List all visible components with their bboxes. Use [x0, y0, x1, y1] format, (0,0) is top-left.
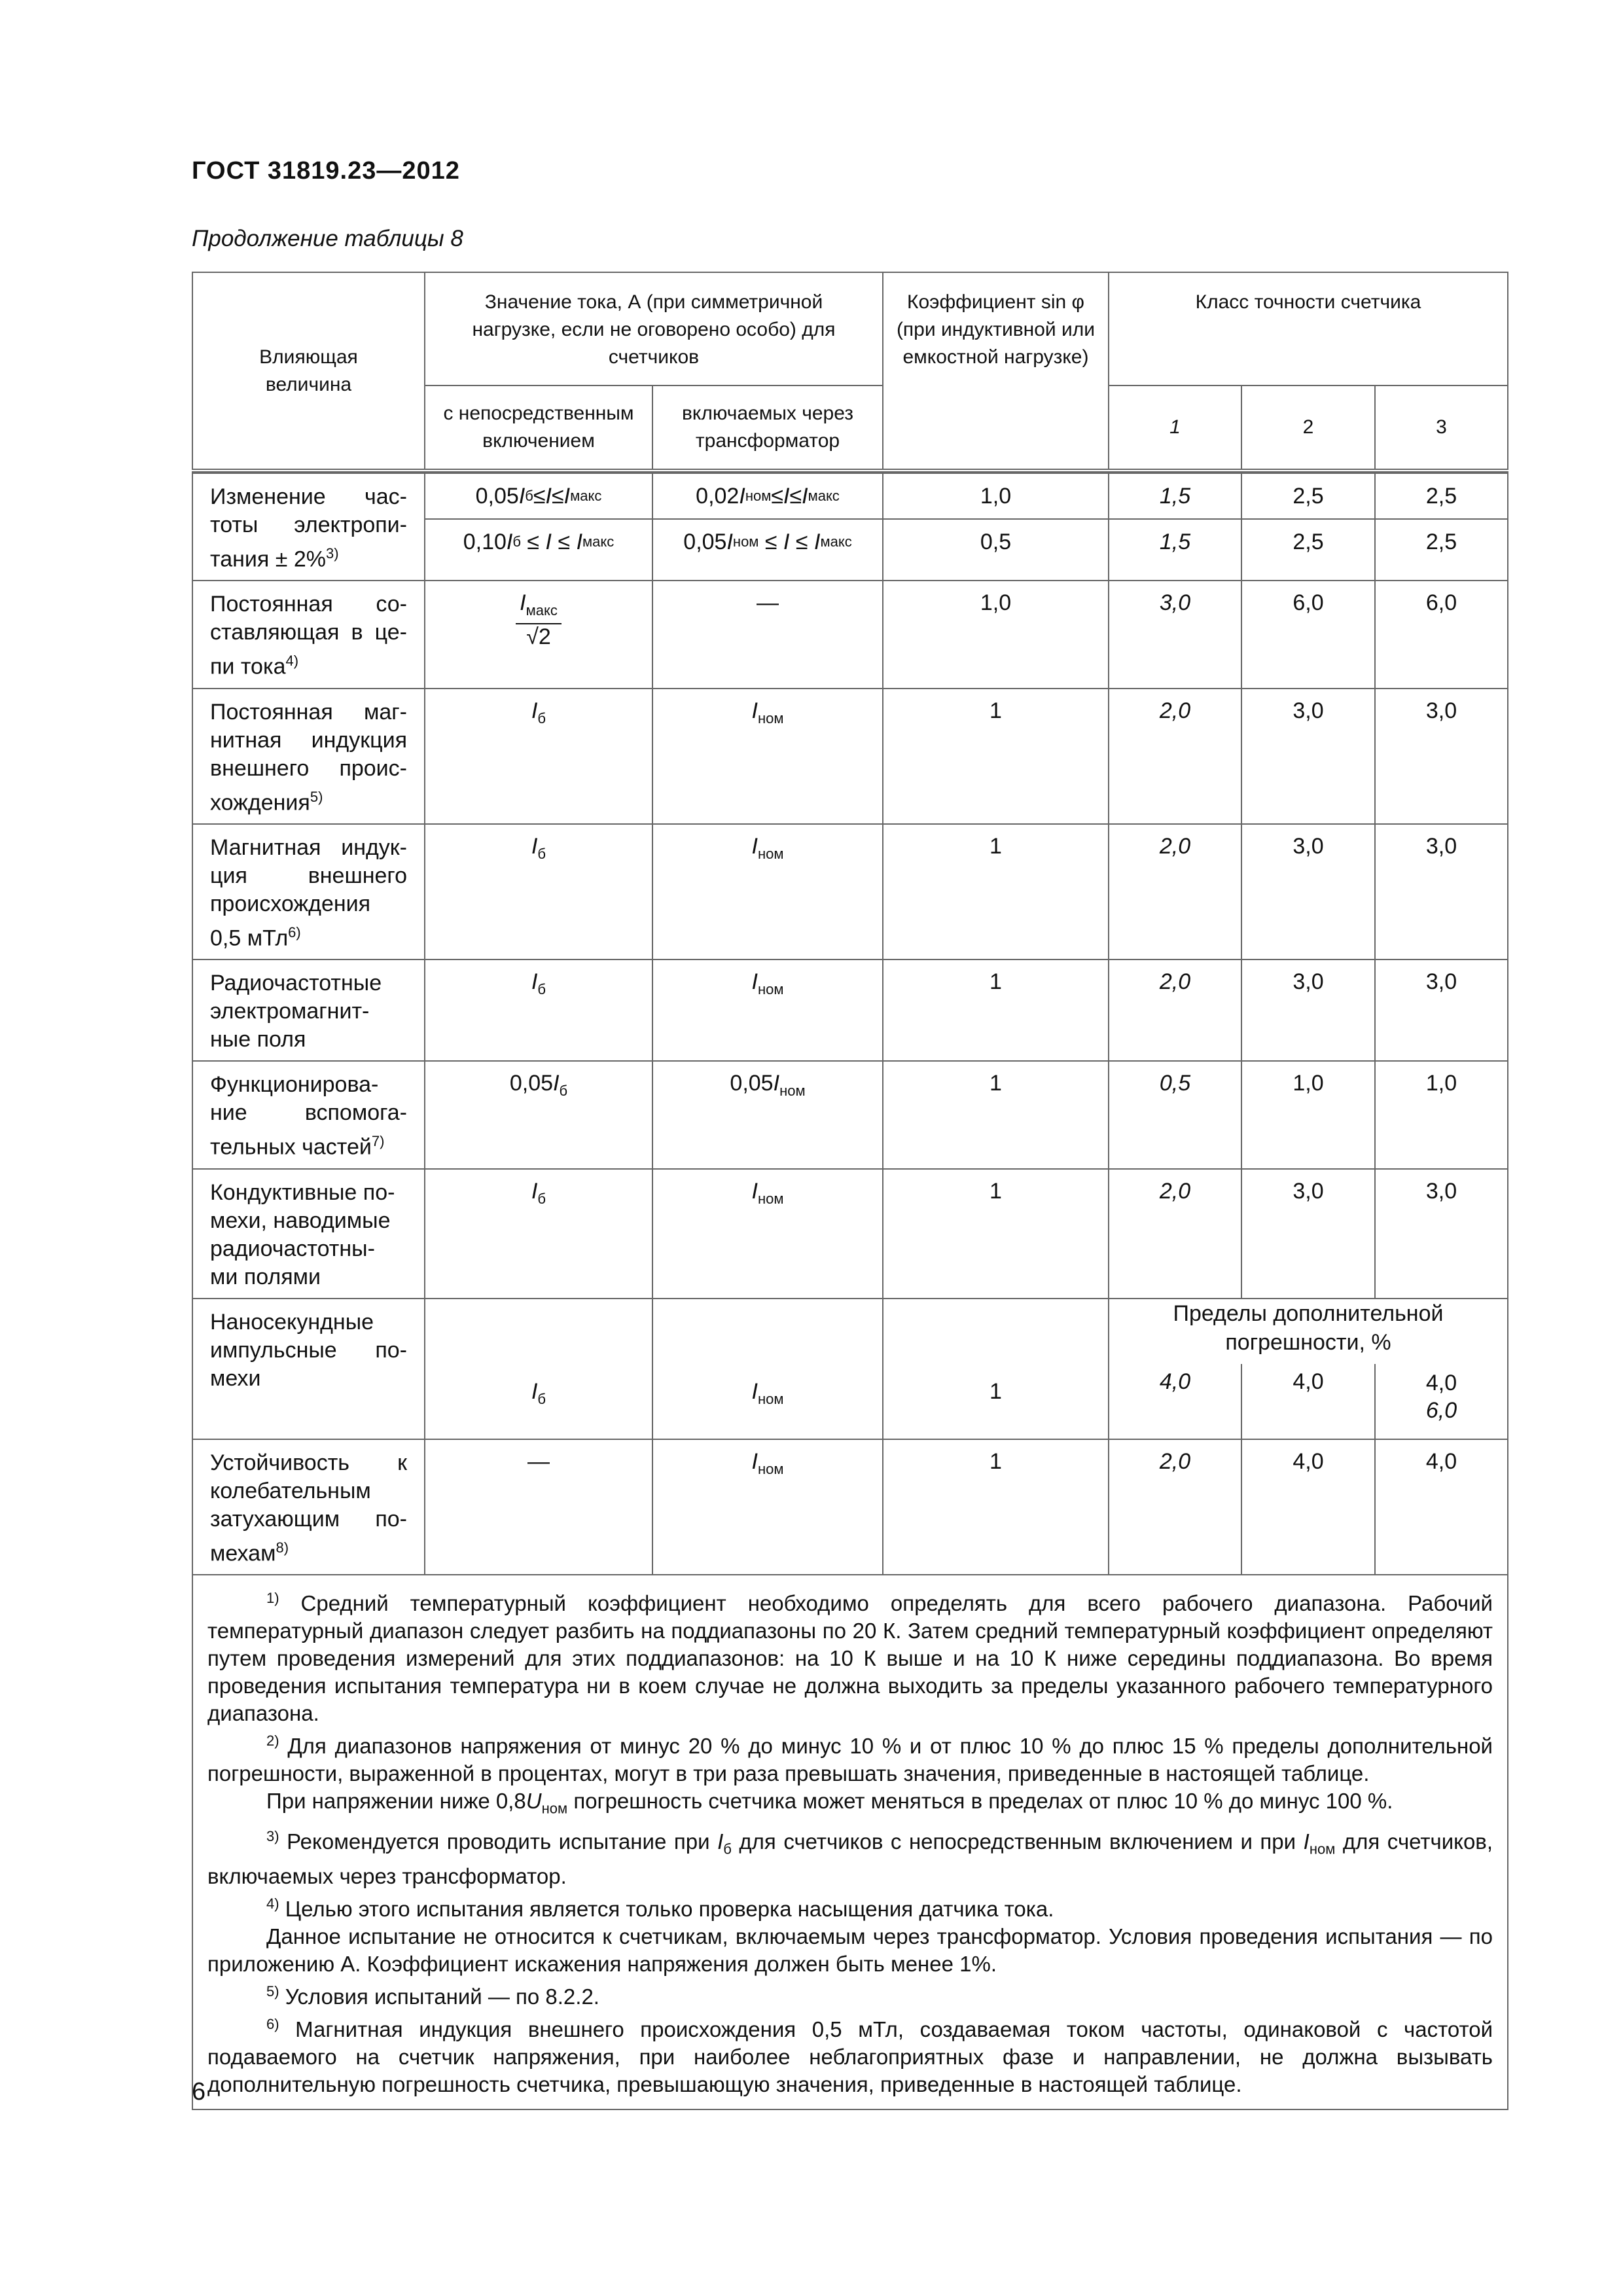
table-row	[192, 473, 1508, 581]
transformer-value: $I_{ном}$	[652, 824, 883, 960]
page-number: 6	[192, 2078, 206, 2106]
transformer-value: 0,02 I ном ≤ I ≤ I макс	[696, 483, 840, 509]
transformer-value: $I_{ном}$	[652, 1439, 883, 1575]
coef-value: 1,0	[980, 483, 1012, 509]
table-row	[192, 581, 1508, 688]
class3-value: 4,0 6,0	[1375, 1364, 1508, 1439]
table-footnotes	[192, 1575, 1508, 2109]
header-transformer: включаемых через трансформатор	[652, 386, 883, 471]
quantity-cell: Изменение час- тоты электропи- тания ± 2%$^{3)}$	[192, 473, 425, 581]
class1-value: 1,5	[1159, 483, 1191, 509]
class1-value: 4,0	[1109, 1364, 1241, 1439]
footnote-1: $^{1)}$ Средний температурный коэффициент необходимо определять для всего рабочего диапазона. Рабочий температурный диапазон следует разбить на поддиапазоны по 20 К. Затем средний температурный коэффициент определяют путем проведения измерений для этих поддиапазонов: на 10 К выше и на 10 К ниже середины поддиапазона. Во время проведения испытания температура ни в коем случае не должна выходить за пределы указанного рабочего температурного диапазона.	[207, 1589, 1493, 1725]
class2-value: 6,0	[1241, 581, 1375, 688]
error-limits-label: Пределы дополнительной погрешности, %	[1109, 1299, 1508, 1364]
header-class-3: 3	[1375, 386, 1508, 471]
class2-value: 2,5	[1242, 518, 1374, 564]
transformer-value: 0,05 I ном ≤ I ≤ I макс	[653, 518, 882, 564]
direct-value: $\frac{I_{макс}}{√2}$	[425, 581, 652, 688]
coef-value: 1	[883, 1061, 1109, 1168]
quantity-cell: Магнитная индук- ция внешнего происхождения 0,5 мТл$^{6)}$	[192, 824, 425, 960]
footnote-2b: При напряжении ниже $0,8U_{ном}$ погрешность счетчика может меняться в пределах от плюс 10 % до минус 100 %.	[266, 1788, 1393, 1817]
class3-value: 3,0	[1375, 960, 1508, 1061]
table-row	[192, 689, 1508, 824]
direct-value: $I_б$	[425, 1299, 652, 1439]
coef-value: 1	[883, 1439, 1109, 1575]
direct-value: 0,10 I б ≤ I ≤ I макс	[425, 518, 652, 564]
transformer-value: $I_{ном}$	[652, 1169, 883, 1299]
table-row	[192, 1169, 1508, 1299]
direct-value: —	[425, 1439, 652, 1575]
class2-value: 1,0	[1241, 1061, 1375, 1168]
table-row	[192, 960, 1508, 1061]
quantity-cell: Устойчивость к колебательным затухающим по- мехам$^{8)}$	[192, 1439, 425, 1575]
transformer-value: $I_{ном}$	[652, 960, 883, 1061]
table-8	[192, 272, 1508, 2110]
header-class-1: 1	[1109, 386, 1241, 471]
class1-value: 2,0	[1109, 960, 1241, 1061]
footnote-4b: Данное испытание не относится к счетчикам, включаемым через трансформатор. Условия проведения испытания — по приложению А. Коэффициент искажения напряжения должен быть менее 1%.	[207, 1924, 1493, 1977]
quantity-cell: Постоянная со- ставляющая в це- пи тока$^{4)}$	[192, 581, 425, 688]
class1-value: 2,0	[1109, 689, 1241, 824]
class2-value: 2,5	[1293, 483, 1324, 509]
class3-value: 4,0	[1375, 1439, 1508, 1575]
class3-value: 2,5	[1376, 518, 1507, 564]
direct-value: $I_б$	[425, 689, 652, 824]
footnote-4: $^{4)}$ Целью этого испытания является только проверка насыщения датчика тока.	[266, 1895, 1054, 1922]
table-row	[192, 824, 1508, 960]
class3-value: 3,0	[1375, 1169, 1508, 1299]
direct-value: $I_б$	[425, 1169, 652, 1299]
footnote-5: $^{5)}$ Условия испытаний — по 8.2.2.	[266, 1983, 599, 2009]
header-current: Значение тока, А (при симметричной нагрузке, если не оговорено особо) для счетчиков	[425, 272, 883, 386]
class2-value: 3,0	[1241, 1169, 1375, 1299]
header-coefficient: Коэффициент sin φ (при индуктивной или емкостной нагрузке)	[883, 272, 1109, 471]
transformer-value: —	[652, 581, 883, 688]
class1-value: 2,0	[1109, 824, 1241, 960]
table-caption: Продолжение таблицы 8	[192, 226, 463, 251]
footnote-2: $^{2)}$ Для диапазонов напряжения от минус 20 % до минус 10 % и от плюс 10 % до плюс 15 % пределы дополнительной погрешности, выраженной в процентах, могут в три раза превышать значения, приведенные в настоящей таблице.	[207, 1732, 1493, 1785]
class3-value: 3,0	[1375, 824, 1508, 960]
header-accuracy-class: Класс точности счетчика	[1109, 272, 1508, 386]
class1-value: 2,0	[1109, 1169, 1241, 1299]
class1-value: 3,0	[1109, 581, 1241, 688]
quantity-cell: Постоянная маг- нитная индукция внешнего проис- хождения$^{5)}$	[192, 689, 425, 824]
direct-value: $I_б$	[425, 824, 652, 960]
transformer-value: $0,05I_{ном}$	[652, 1061, 883, 1168]
class1-value: 1,5	[1109, 518, 1241, 564]
class3-value: 3,0	[1375, 689, 1508, 824]
footnote-3: $^{3)}$ Рекомендуется проводить испытание при $I_б$ для счетчиков с непосредственным включением и при $I_{ном}$ для счетчиков, включаемых через трансформатор.	[207, 1827, 1493, 1889]
class2-value: 3,0	[1241, 960, 1375, 1061]
coef-value: 1	[883, 960, 1109, 1061]
coef-value: 1	[883, 689, 1109, 824]
transformer-value: $I_{ном}$	[652, 1299, 883, 1439]
quantity-cell: Наносекундные импульсные по- мехи	[192, 1299, 425, 1439]
quantity-cell: Радиочастотные электромагнит- ные поля	[192, 960, 425, 1061]
table-row	[192, 1439, 1508, 1575]
footnote-6: $^{6)}$ Магнитная индукция внешнего происхождения 0,5 мТл, создаваемая током частоты, одинаковой с частотой подаваемого на счетчик напряжения, при наиболее неблагоприятных фазе и направлении, не должна вызывать дополнительную погрешность счетчика, превышающую значения, приведенные в настоящей таблице.	[207, 2016, 1493, 2097]
direct-value: $0,05I_б$	[425, 1061, 652, 1168]
header-quantity: Влияющая величина	[192, 272, 425, 471]
header-direct: с непосредственным включением	[425, 386, 652, 471]
class1-value: 0,5	[1109, 1061, 1241, 1168]
header-class-2: 2	[1241, 386, 1375, 471]
class2-value: 3,0	[1241, 824, 1375, 960]
table-row	[192, 1061, 1508, 1168]
class2-value: 4,0	[1241, 1439, 1375, 1575]
class3-value: 2,5	[1425, 483, 1457, 509]
class3-value: 6,0	[1375, 581, 1508, 688]
class2-value: 4,0	[1241, 1364, 1375, 1439]
direct-value: 0,05 I б ≤ I ≤ I макс	[475, 483, 602, 509]
coef-value: 0,5	[883, 518, 1108, 564]
coef-value: 1	[883, 1299, 1109, 1439]
class1-value: 2,0	[1109, 1439, 1241, 1575]
table-row	[192, 1299, 1508, 1364]
coef-value: 1,0	[883, 581, 1109, 688]
class3-value: 1,0	[1375, 1061, 1508, 1168]
coef-value: 1	[883, 824, 1109, 960]
document-id: ГОСТ 31819.23—2012	[192, 157, 460, 185]
quantity-cell: Кондуктивные по- мехи, наводимые радиочастотны- ми полями	[192, 1169, 425, 1299]
coef-value: 1	[883, 1169, 1109, 1299]
direct-value: $I_б$	[425, 960, 652, 1061]
transformer-value: $I_{ном}$	[652, 689, 883, 824]
class2-value: 3,0	[1241, 689, 1375, 824]
quantity-cell: Функционирова- ние вспомога- тельных частей$^{7)}$	[192, 1061, 425, 1168]
